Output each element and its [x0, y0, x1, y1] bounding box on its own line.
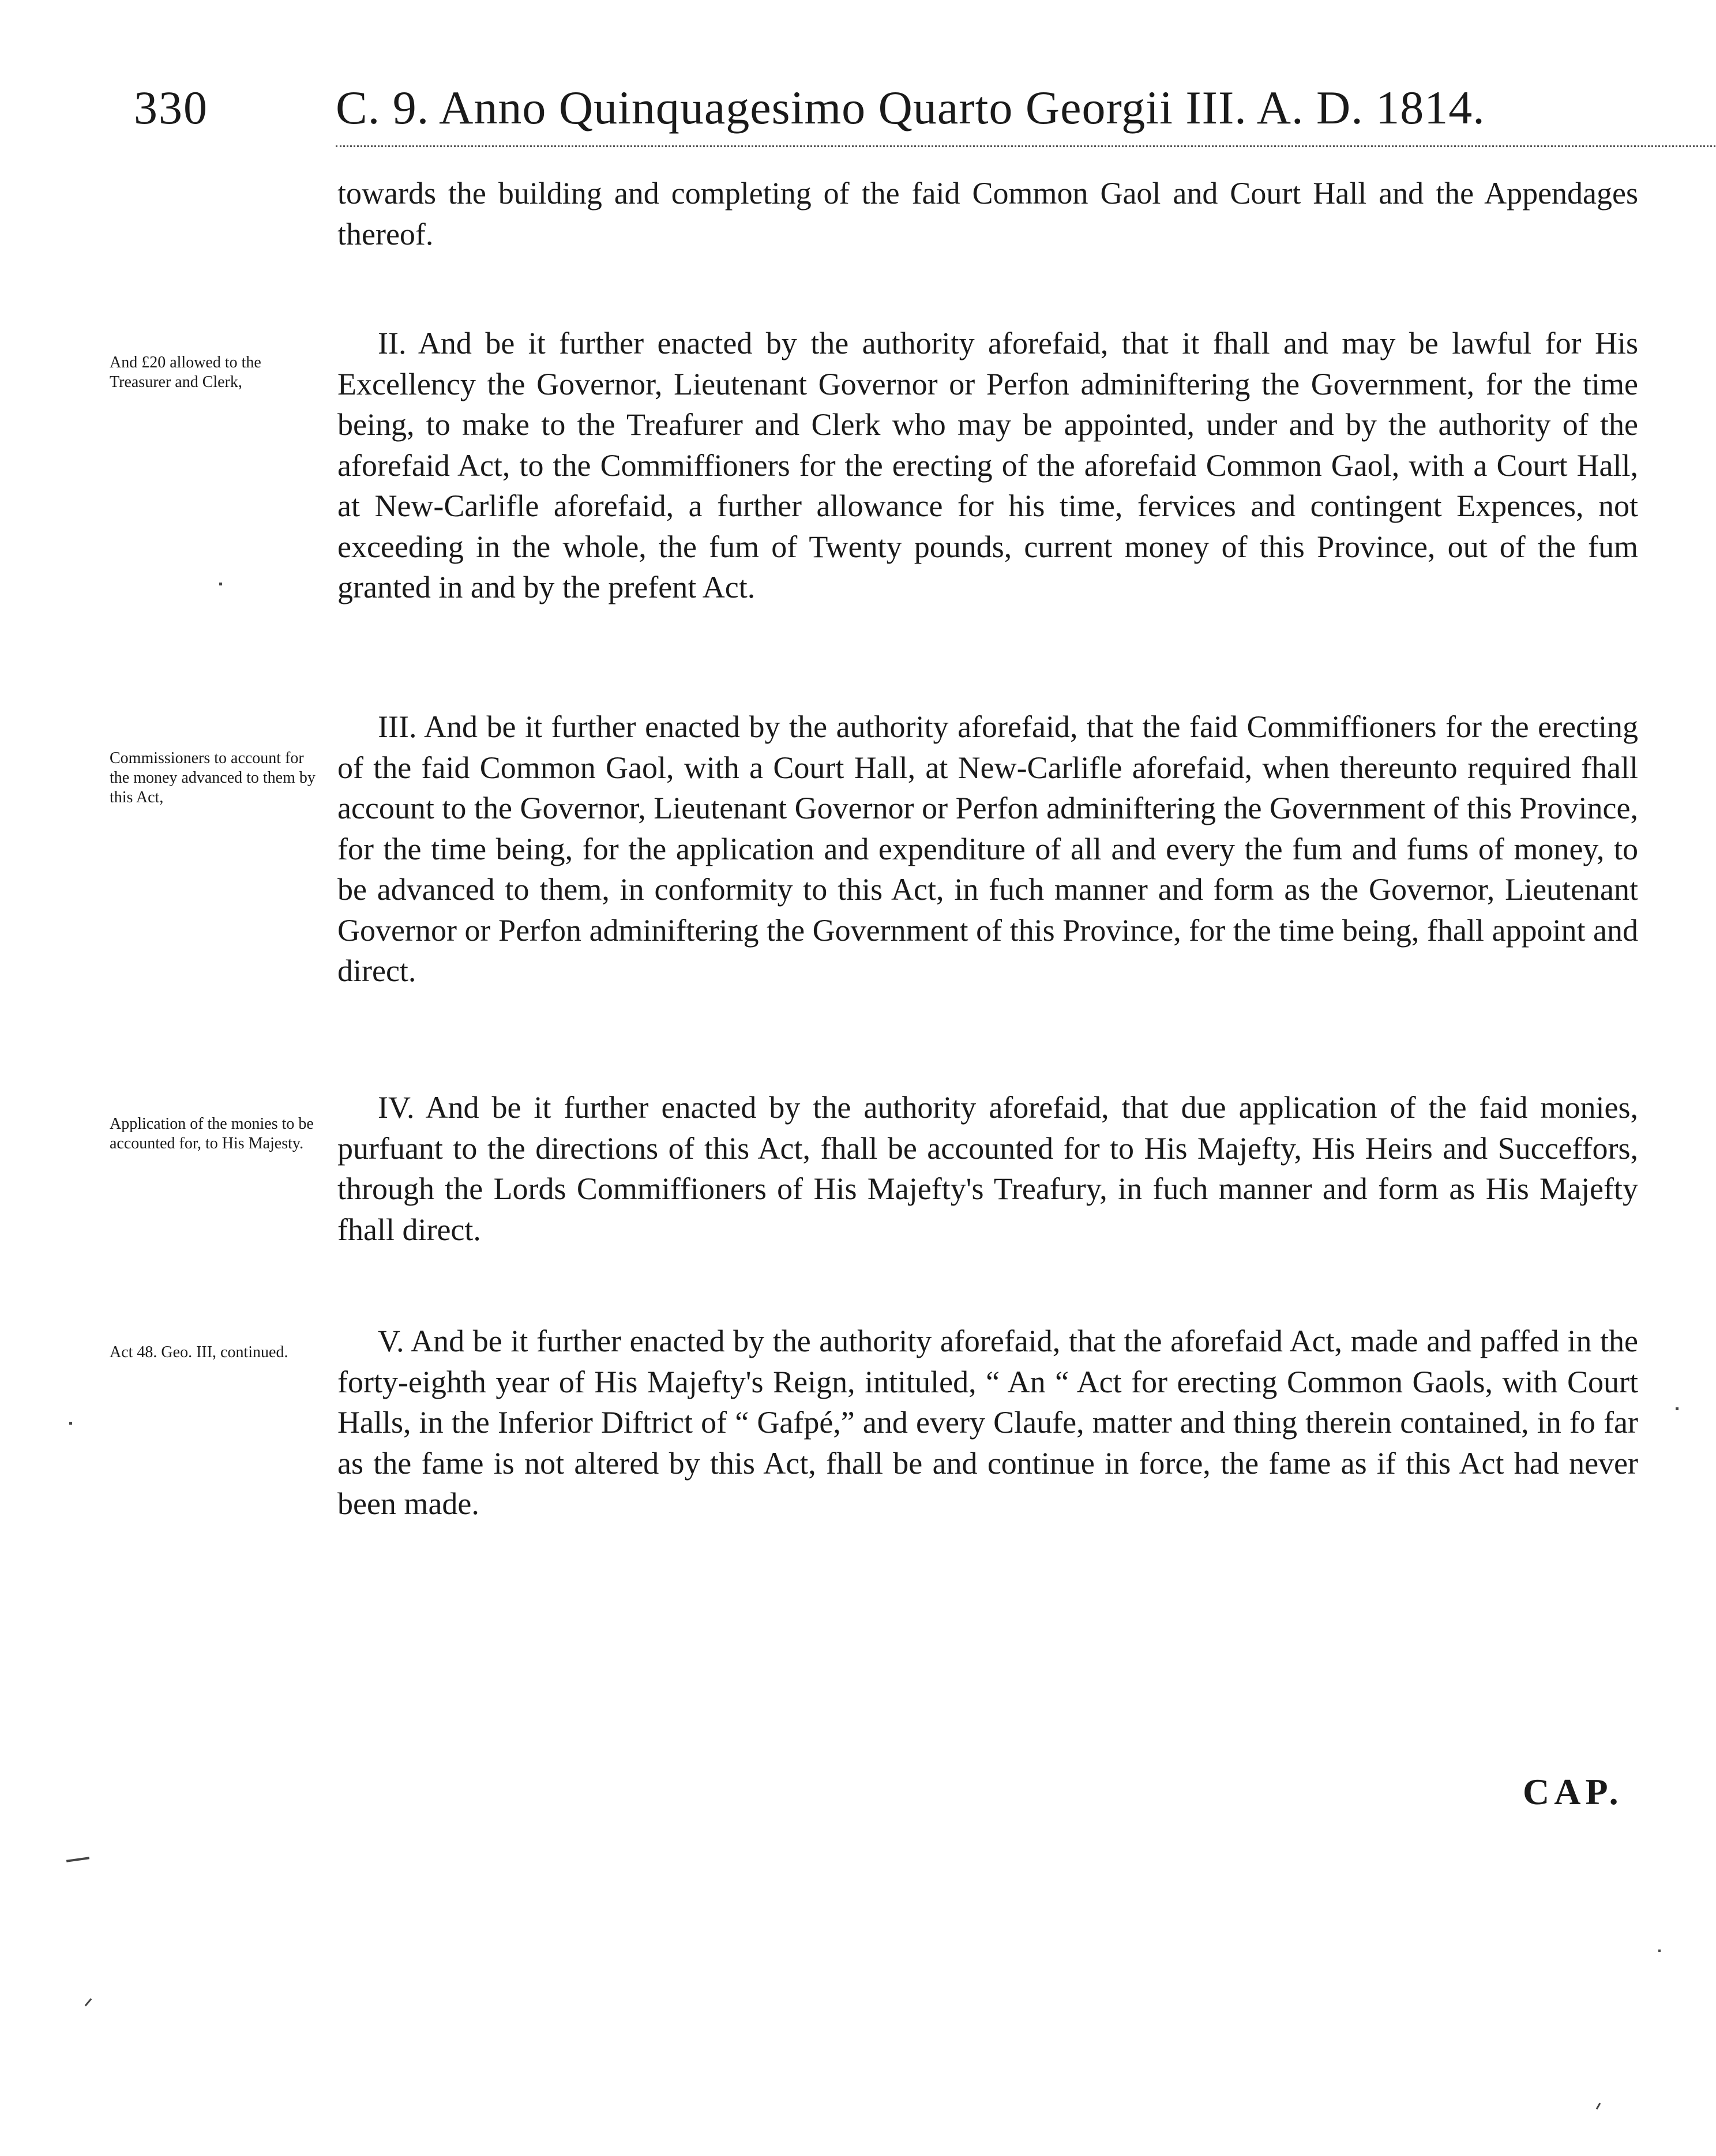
section-5-paragraph: V. And be it further enacted by the authority aforefaid, that the aforefaid Act, made and paffed in the forty-eighth year of His Majefty's Reign, intituled, “ An “ Act for erecting Common Gaols, with Court Halls, in the Inferior Diftrict of “ Gafpé,” and every Claufe, matter and thing therein contained, in fo far as the fame is not altered by this Act, fhall be and continue in force, the fame as if this Act had never been made.: [337, 1324, 1638, 1521]
section-4-paragraph: IV. And be it further enacted by the authority aforefaid, that due application of the faid monies, purfuant to the directions of this Act, fhall be accounted for to His Majefty, His Heirs and Succeffors, through the Lords Commiffioners of His Majefty's Treafury, in fuch manner and form as His Majefty fhall direct.: [337, 1090, 1638, 1247]
continuation-paragraph: towards the building and completing of the faid Common Gaol and Court Hall and the Appendages thereof.: [337, 176, 1638, 251]
catchword: CAP.: [1523, 1771, 1623, 1812]
section-2-paragraph: II. And be it further enacted by the authority aforefaid, that it fhall and may be lawful for His Excellency the Governor, Lieutenant Governor or Perfon adminiftering the Government, for the time being, to make to the Treafurer and Clerk who may be appointed, under and by the authority of the aforefaid Act, to the Commiffioners for the erecting of the aforefaid Common Gaol, with a Court Hall, at New-Carlifle aforefaid, a further allowance for his time, fervices and contingent Expences, not exceeding in the whole, the fum of Twenty pounds, current money of this Province, out of the fum granted in and by the prefent Act.: [337, 326, 1638, 604]
scan-speck: [1676, 1407, 1679, 1410]
scan-speck: [85, 1998, 92, 2006]
scan-speck: [1658, 1950, 1661, 1952]
section-3-paragraph: III. And be it further enacted by the authority aforefaid, that the faid Commiffioners for the erecting of the faid Common Gaol, with a Court Hall, at New-Carlifle aforefaid, when thereunto required fhall account to the Governor, Lieutenant Governor or Perfon adminiftering the Government of this Province, for the time being, for the application and expenditure of all and every the fum and fums of money, to be advanced to them, in conformity to this Act, in fuch manner and form as the Governor, Lieutenant Governor or Perfon adminiftering the Government of this Province, for the time being, fhall appoint and direct.: [337, 709, 1638, 988]
running-title: C. 9. Anno Quinquagesimo Quarto Georgii III. A. D. 1814.: [336, 81, 1485, 134]
page-number: 330: [134, 81, 208, 134]
scan-speck: [69, 1422, 72, 1425]
margin-note-section-5: Act 48. Geo. III, continued.: [110, 1343, 288, 1361]
margin-note-section-4: Application of the monies to be accounted for, to His Majesty.: [110, 1115, 314, 1152]
margin-note-section-3: Commissioners to account for the money advanced to them by this Act,: [110, 749, 316, 806]
margin-note-section-2: And £20 allowed to the Treasurer and Clerk,: [110, 354, 261, 391]
scan-speck: [219, 583, 222, 585]
scan-speck: [66, 1857, 89, 1862]
scan-speck: [1596, 2103, 1601, 2110]
running-head: [134, 81, 1657, 150]
running-head-rule: [336, 145, 1716, 147]
